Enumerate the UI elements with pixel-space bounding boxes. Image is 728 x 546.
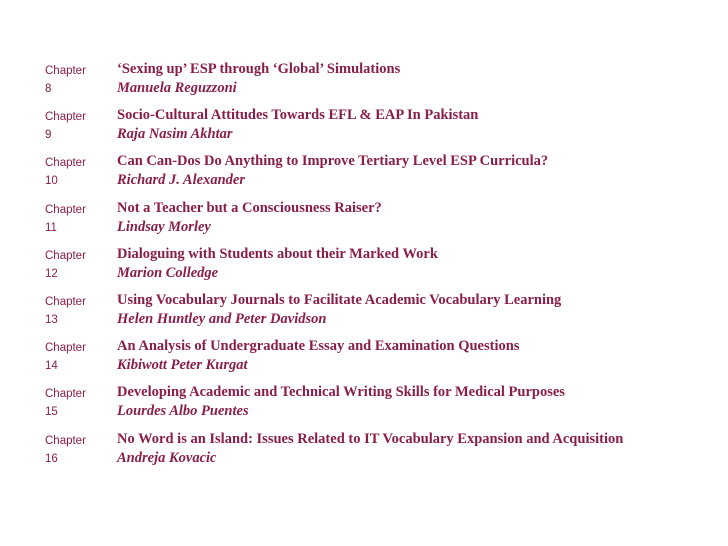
chapter-label xyxy=(45,108,109,144)
chapter-info xyxy=(117,151,683,190)
chapter-number: 16 xyxy=(45,452,58,465)
chapter-info xyxy=(117,290,683,329)
chapter-title: Not a Teacher but a Consciousness Raiser? xyxy=(117,199,382,216)
chapter-author: Kibiwott Peter Kurgat xyxy=(117,357,248,374)
chapter-word: Chapter xyxy=(45,249,86,262)
chapter-title: Developing Academic and Technical Writing Skills for Medical Purposes xyxy=(117,384,565,401)
chapter-number: 11 xyxy=(45,221,57,234)
chapter-author: Lourdes Albo Puentes xyxy=(117,403,249,420)
chapter-title: ‘Sexing up’ ESP through ‘Global’ Simulations xyxy=(117,61,401,77)
chapter-info xyxy=(117,244,683,283)
chapter-label xyxy=(45,62,109,98)
chapter-info xyxy=(117,382,683,421)
chapter-word: Chapter xyxy=(45,65,86,77)
chapter-word: Chapter xyxy=(45,295,86,308)
chapter-label xyxy=(45,432,109,468)
chapter-title: Can Can-Dos Do Anything to Improve Tertiary Level ESP Curricula? xyxy=(117,153,549,170)
chapter-label xyxy=(45,154,109,190)
chapter-label xyxy=(45,293,109,329)
chapter-label xyxy=(45,247,109,283)
chapter-author: Lindsay Morley xyxy=(117,218,211,235)
chapter-number: 14 xyxy=(45,360,58,373)
chapter-info xyxy=(117,336,683,375)
chapter-number: 13 xyxy=(45,313,58,326)
chapter-author: Manuela Reguzzoni xyxy=(117,80,237,96)
chapter-number: 10 xyxy=(45,175,58,188)
chapter-label xyxy=(45,339,109,375)
toc-entry-chapter-16 xyxy=(45,429,683,499)
chapter-author: Raja Nasim Akhtar xyxy=(117,126,233,143)
chapter-info xyxy=(117,105,683,144)
chapter-author: Marion Colledge xyxy=(117,264,219,281)
chapter-author: Andreja Kovacic xyxy=(117,449,217,466)
table-of-contents xyxy=(45,59,683,499)
chapter-number: 9 xyxy=(45,129,52,142)
chapter-info xyxy=(117,59,683,98)
chapter-number: 12 xyxy=(45,267,58,280)
chapter-word: Chapter xyxy=(45,203,86,216)
chapter-word: Chapter xyxy=(45,157,86,170)
chapter-word: Chapter xyxy=(45,434,86,447)
chapter-title: Socio-Cultural Attitudes Towards EFL & EAP In Pakistan xyxy=(117,107,479,124)
chapter-title: Using Vocabulary Journals to Facilitate Academic Vocabulary Learning xyxy=(117,291,562,308)
toc-entry-chapter-10 xyxy=(45,151,683,197)
chapter-number: 15 xyxy=(45,406,58,419)
chapter-label xyxy=(45,201,109,237)
chapter-title: Dialoguing with Students about their Marked Work xyxy=(117,245,438,262)
toc-entry-chapter-13 xyxy=(45,290,683,336)
toc-entry-chapter-14 xyxy=(45,336,683,382)
chapter-author: Richard J. Alexander xyxy=(117,172,245,189)
toc-entry-chapter-9 xyxy=(45,105,683,151)
toc-entry-chapter-11 xyxy=(45,198,683,244)
chapter-title: An Analysis of Undergraduate Essay and Examination Questions xyxy=(117,338,520,355)
toc-entry-chapter-8 xyxy=(45,59,683,105)
chapter-author: Helen Huntley and Peter Davidson xyxy=(117,310,327,327)
chapter-info xyxy=(117,198,683,237)
toc-entry-chapter-15 xyxy=(45,382,683,428)
chapter-label xyxy=(45,385,109,421)
chapter-title: No Word is an Island: Issues Related to IT Vocabulary Expansion and Acquisition xyxy=(117,430,624,447)
chapter-number: 8 xyxy=(45,83,52,95)
chapter-word: Chapter xyxy=(45,111,86,124)
chapter-word: Chapter xyxy=(45,388,86,401)
toc-entry-chapter-12 xyxy=(45,244,683,290)
chapter-word: Chapter xyxy=(45,342,86,355)
chapter-info xyxy=(117,429,683,468)
